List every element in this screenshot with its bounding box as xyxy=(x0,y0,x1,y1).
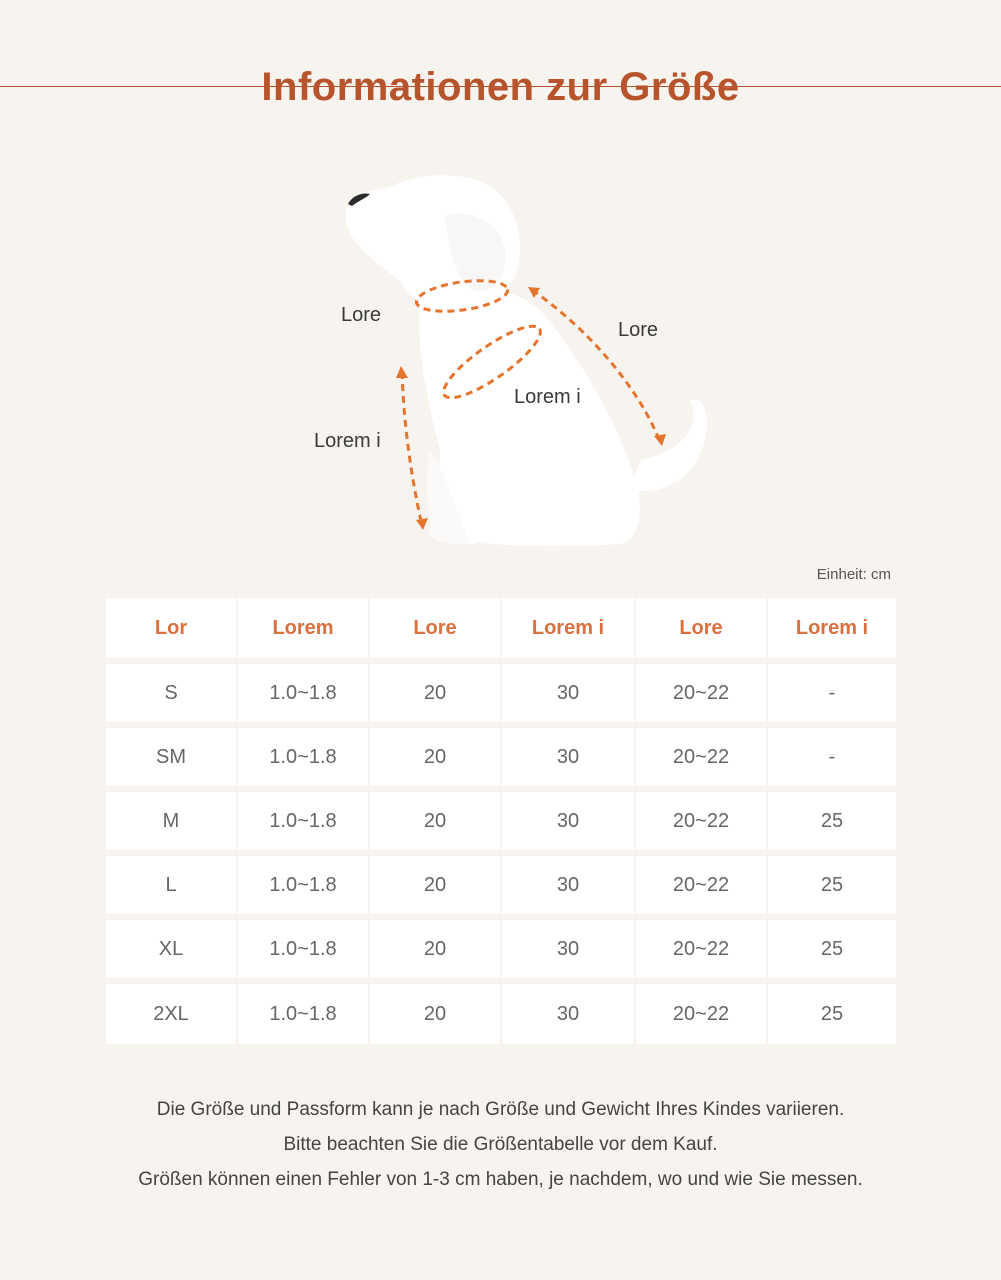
header-cell: Lorem i xyxy=(502,598,634,658)
neck-label: Lore xyxy=(341,304,382,326)
note-line: Die Größe und Passform kann je nach Größe und Gewicht Ihres Kindes variieren. xyxy=(156,1099,845,1120)
value-cell: - xyxy=(768,728,896,786)
back-label: Lore xyxy=(618,319,659,341)
header-cell: Lorem i xyxy=(768,598,896,658)
size-cell: M xyxy=(106,792,236,850)
size-cell: S xyxy=(106,664,236,722)
value-cell: 25 xyxy=(768,920,896,978)
header-cell: Lorem xyxy=(238,598,368,658)
value-cell: 20~22 xyxy=(636,728,766,786)
size-cell: XL xyxy=(106,920,236,978)
dog-silhouette xyxy=(346,175,707,546)
value-cell: 20~22 xyxy=(636,984,766,1044)
table-row xyxy=(106,792,896,850)
height-label: Lorem i xyxy=(314,430,381,452)
dog-illustration xyxy=(0,150,1001,560)
size-cell: SM xyxy=(106,728,236,786)
value-cell: 1.0~1.8 xyxy=(238,920,368,978)
value-cell: 30 xyxy=(502,984,634,1044)
value-cell: 1.0~1.8 xyxy=(238,856,368,914)
size-cell: L xyxy=(106,856,236,914)
header-cell: Lor xyxy=(106,598,236,658)
dog-measurement-diagram xyxy=(0,150,1001,560)
value-cell: 20 xyxy=(370,920,500,978)
value-cell: - xyxy=(768,664,896,722)
value-cell: 30 xyxy=(502,856,634,914)
value-cell: 20 xyxy=(370,728,500,786)
page-title: Informationen zur Größe xyxy=(261,65,740,109)
value-cell: 20 xyxy=(370,664,500,722)
value-cell: 25 xyxy=(768,856,896,914)
size-table xyxy=(106,598,896,1050)
notes xyxy=(0,1092,1001,1197)
height-measure-arrow xyxy=(402,372,422,526)
value-cell: 1.0~1.8 xyxy=(238,664,368,722)
value-cell: 25 xyxy=(768,984,896,1044)
note-line: Bitte beachten Sie die Größentabelle vor dem Kauf. xyxy=(283,1134,718,1155)
table-row xyxy=(106,664,896,722)
table-row xyxy=(106,856,896,914)
table-row xyxy=(106,920,896,978)
value-cell: 30 xyxy=(502,728,634,786)
value-cell: 20~22 xyxy=(636,920,766,978)
value-cell: 20 xyxy=(370,984,500,1044)
value-cell: 20~22 xyxy=(636,792,766,850)
unit-label: Einheit: cm xyxy=(816,566,891,583)
value-cell: 30 xyxy=(502,792,634,850)
table-body xyxy=(106,664,896,1044)
table-row xyxy=(106,984,896,1044)
value-cell: 30 xyxy=(502,920,634,978)
table-header-row xyxy=(106,598,896,658)
value-cell: 30 xyxy=(502,664,634,722)
size-cell: 2XL xyxy=(106,984,236,1044)
value-cell: 20 xyxy=(370,856,500,914)
value-cell: 1.0~1.8 xyxy=(238,984,368,1044)
header-cell: Lore xyxy=(636,598,766,658)
value-cell: 20 xyxy=(370,792,500,850)
table-row xyxy=(106,728,896,786)
chest-label: Lorem i xyxy=(514,386,581,408)
value-cell: 20~22 xyxy=(636,856,766,914)
note-line: Größen können einen Fehler von 1-3 cm haben, je nachdem, wo und wie Sie messen. xyxy=(138,1169,863,1190)
value-cell: 25 xyxy=(768,792,896,850)
header-cell: Lore xyxy=(370,598,500,658)
value-cell: 20~22 xyxy=(636,664,766,722)
value-cell: 1.0~1.8 xyxy=(238,728,368,786)
value-cell: 1.0~1.8 xyxy=(238,792,368,850)
